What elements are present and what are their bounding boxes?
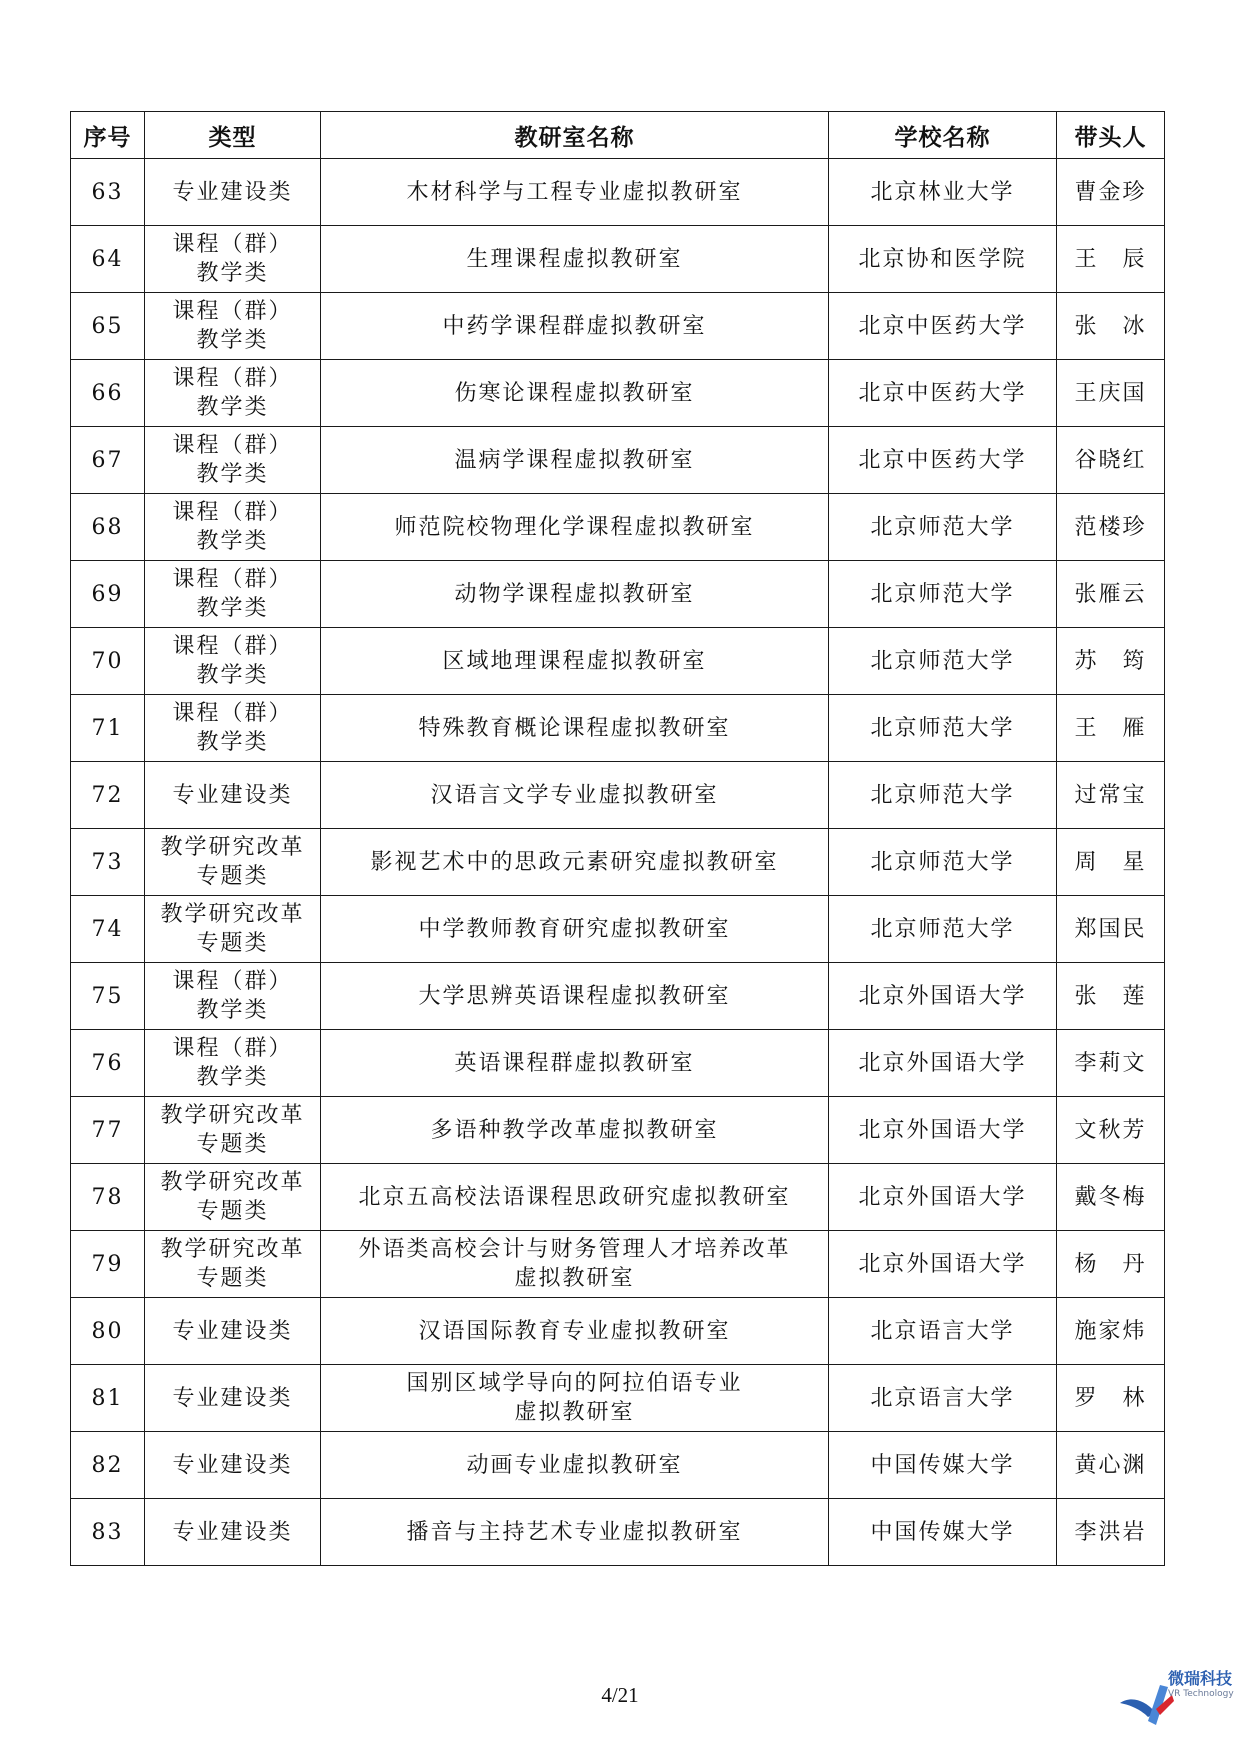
- cell-office-name: 汉语国际教育专业虚拟教研室: [321, 1298, 829, 1365]
- cell-leader: 王 雁: [1057, 695, 1165, 762]
- cell-school: 北京林业大学: [829, 159, 1057, 226]
- table-row: [71, 159, 1165, 226]
- table-row: [71, 695, 1165, 762]
- cell-leader: 过常宝: [1057, 762, 1165, 829]
- cell-no: 70: [71, 628, 145, 695]
- cell-school: 北京师范大学: [829, 628, 1057, 695]
- cell-type: 专业建设类: [145, 159, 321, 226]
- cell-leader: 施家炜: [1057, 1298, 1165, 1365]
- cell-school: 北京外国语大学: [829, 1164, 1057, 1231]
- cell-school: 北京外国语大学: [829, 1231, 1057, 1298]
- cell-no: 82: [71, 1432, 145, 1499]
- cell-office-name: 温病学课程虚拟教研室: [321, 427, 829, 494]
- cell-no: 78: [71, 1164, 145, 1231]
- cell-school: 北京协和医学院: [829, 226, 1057, 293]
- cell-type: 教学研究改革 专题类: [145, 829, 321, 896]
- cell-office-name: 师范院校物理化学课程虚拟教研室: [321, 494, 829, 561]
- cell-leader: 王庆国: [1057, 360, 1165, 427]
- logo-brand-text: 微瑞科技: [1168, 1669, 1233, 1688]
- cell-leader: 王 辰: [1057, 226, 1165, 293]
- cell-school: 北京语言大学: [829, 1298, 1057, 1365]
- cell-no: 63: [71, 159, 145, 226]
- cell-type: 课程（群） 教学类: [145, 494, 321, 561]
- page-number: 4/21: [601, 1683, 639, 1707]
- table-row: [71, 226, 1165, 293]
- table-row: [71, 494, 1165, 561]
- cell-no: 81: [71, 1365, 145, 1432]
- cell-office-name: 多语种教学改革虚拟教研室: [321, 1097, 829, 1164]
- cell-no: 72: [71, 762, 145, 829]
- cell-leader: 戴冬梅: [1057, 1164, 1165, 1231]
- cell-leader: 杨 丹: [1057, 1231, 1165, 1298]
- cell-no: 73: [71, 829, 145, 896]
- cell-office-name: 大学思辨英语课程虚拟教研室: [321, 963, 829, 1030]
- table-row: [71, 1231, 1165, 1298]
- cell-no: 76: [71, 1030, 145, 1097]
- table-row: [71, 1298, 1165, 1365]
- cell-no: 77: [71, 1097, 145, 1164]
- cell-leader: 曹金珍: [1057, 159, 1165, 226]
- cell-type: 课程（群） 教学类: [145, 963, 321, 1030]
- table-row: [71, 628, 1165, 695]
- cell-office-name: 国别区域学导向的阿拉伯语专业 虚拟教研室: [321, 1365, 829, 1432]
- cell-school: 北京中医药大学: [829, 427, 1057, 494]
- cell-type: 课程（群） 教学类: [145, 1030, 321, 1097]
- cell-office-name: 特殊教育概论课程虚拟教研室: [321, 695, 829, 762]
- cell-office-name: 北京五高校法语课程思政研究虚拟教研室: [321, 1164, 829, 1231]
- cell-leader: 罗 林: [1057, 1365, 1165, 1432]
- table-row: [71, 1097, 1165, 1164]
- cell-no: 83: [71, 1499, 145, 1566]
- table-row: [71, 1432, 1165, 1499]
- cell-leader: 张 莲: [1057, 963, 1165, 1030]
- cell-no: 65: [71, 293, 145, 360]
- cell-type: 课程（群） 教学类: [145, 695, 321, 762]
- cell-type: 课程（群） 教学类: [145, 360, 321, 427]
- cell-leader: 李莉文: [1057, 1030, 1165, 1097]
- cell-leader: 张 冰: [1057, 293, 1165, 360]
- table-row: [71, 762, 1165, 829]
- cell-no: 71: [71, 695, 145, 762]
- cell-office-name: 区域地理课程虚拟教研室: [321, 628, 829, 695]
- cell-leader: 文秋芳: [1057, 1097, 1165, 1164]
- header-no: 序号: [71, 112, 145, 159]
- cell-type: 课程（群） 教学类: [145, 561, 321, 628]
- header-leader: 带头人: [1057, 112, 1165, 159]
- cell-office-name: 动物学课程虚拟教研室: [321, 561, 829, 628]
- cell-school: 北京外国语大学: [829, 1097, 1057, 1164]
- cell-school: 北京师范大学: [829, 494, 1057, 561]
- cell-type: 教学研究改革 专题类: [145, 1097, 321, 1164]
- cell-leader: 苏 筠: [1057, 628, 1165, 695]
- cell-school: 北京师范大学: [829, 896, 1057, 963]
- cell-no: 67: [71, 427, 145, 494]
- cell-office-name: 播音与主持艺术专业虚拟教研室: [321, 1499, 829, 1566]
- cell-no: 69: [71, 561, 145, 628]
- cell-leader: 谷晓红: [1057, 427, 1165, 494]
- cell-office-name: 外语类高校会计与财务管理人才培养改革 虚拟教研室: [321, 1231, 829, 1298]
- cell-leader: 范楼珍: [1057, 494, 1165, 561]
- cell-office-name: 中药学课程群虚拟教研室: [321, 293, 829, 360]
- cell-type: 课程（群） 教学类: [145, 293, 321, 360]
- table-row: [71, 1164, 1165, 1231]
- cell-leader: 黄心渊: [1057, 1432, 1165, 1499]
- header-type: 类型: [145, 112, 321, 159]
- cell-school: 北京师范大学: [829, 829, 1057, 896]
- cell-type: 教学研究改革 专题类: [145, 1164, 321, 1231]
- cell-leader: 周 星: [1057, 829, 1165, 896]
- cell-no: 75: [71, 963, 145, 1030]
- table-row: [71, 829, 1165, 896]
- cell-no: 66: [71, 360, 145, 427]
- cell-school: 北京中医药大学: [829, 360, 1057, 427]
- table-row: [71, 896, 1165, 963]
- cell-type: 专业建设类: [145, 1298, 321, 1365]
- cell-office-name: 动画专业虚拟教研室: [321, 1432, 829, 1499]
- header-name: 教研室名称: [321, 112, 829, 159]
- table-row: [71, 293, 1165, 360]
- cell-office-name: 生理课程虚拟教研室: [321, 226, 829, 293]
- cell-no: 80: [71, 1298, 145, 1365]
- cell-school: 北京语言大学: [829, 1365, 1057, 1432]
- cell-no: 64: [71, 226, 145, 293]
- cell-no: 74: [71, 896, 145, 963]
- cell-leader: 李洪岩: [1057, 1499, 1165, 1566]
- logo-brand-subtext: VR Technology: [1168, 1689, 1234, 1699]
- cell-office-name: 木材科学与工程专业虚拟教研室: [321, 159, 829, 226]
- cell-school: 中国传媒大学: [829, 1432, 1057, 1499]
- table-row: [71, 963, 1165, 1030]
- table-header-row: [71, 112, 1165, 159]
- cell-office-name: 英语课程群虚拟教研室: [321, 1030, 829, 1097]
- cell-school: 北京中医药大学: [829, 293, 1057, 360]
- table-row: [71, 1030, 1165, 1097]
- cell-type: 教学研究改革 专题类: [145, 896, 321, 963]
- table-row: [71, 1499, 1165, 1566]
- cell-type: 课程（群） 教学类: [145, 427, 321, 494]
- cell-office-name: 影视艺术中的思政元素研究虚拟教研室: [321, 829, 829, 896]
- cell-school: 北京师范大学: [829, 695, 1057, 762]
- cell-no: 68: [71, 494, 145, 561]
- cell-type: 专业建设类: [145, 762, 321, 829]
- cell-school: 北京外国语大学: [829, 963, 1057, 1030]
- cell-type: 专业建设类: [145, 1365, 321, 1432]
- cell-type: 教学研究改革 专题类: [145, 1231, 321, 1298]
- cell-office-name: 伤寒论课程虚拟教研室: [321, 360, 829, 427]
- cell-school: 北京外国语大学: [829, 1030, 1057, 1097]
- virtual-teaching-office-table: [70, 111, 1165, 1566]
- table-row: [71, 427, 1165, 494]
- table-row: [71, 561, 1165, 628]
- cell-type: 课程（群） 教学类: [145, 226, 321, 293]
- cell-leader: 郑国民: [1057, 896, 1165, 963]
- cell-type: 专业建设类: [145, 1499, 321, 1566]
- cell-office-name: 汉语言文学专业虚拟教研室: [321, 762, 829, 829]
- table-row: [71, 360, 1165, 427]
- cell-school: 中国传媒大学: [829, 1499, 1057, 1566]
- table-row: [71, 1365, 1165, 1432]
- header-school: 学校名称: [829, 112, 1057, 159]
- cell-type: 专业建设类: [145, 1432, 321, 1499]
- cell-office-name: 中学教师教育研究虚拟教研室: [321, 896, 829, 963]
- cell-type: 课程（群） 教学类: [145, 628, 321, 695]
- cell-leader: 张雁云: [1057, 561, 1165, 628]
- cell-no: 79: [71, 1231, 145, 1298]
- cell-school: 北京师范大学: [829, 561, 1057, 628]
- cell-school: 北京师范大学: [829, 762, 1057, 829]
